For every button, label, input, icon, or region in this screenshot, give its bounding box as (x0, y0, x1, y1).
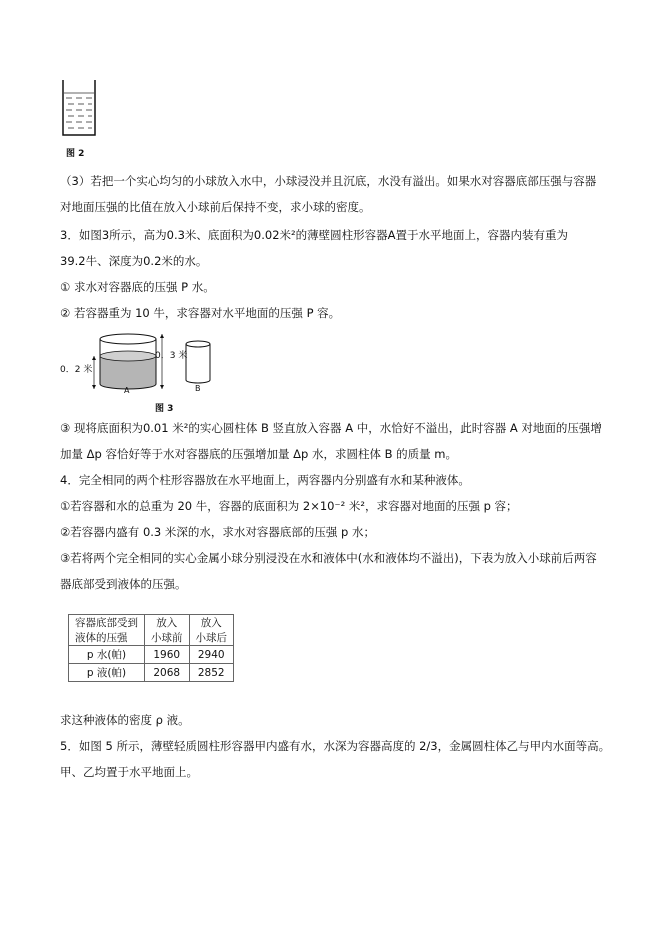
pressure-table (68, 614, 234, 682)
table-header-row (69, 615, 234, 646)
text-line-7: ③ 现将底面积为0.01 米²的实心圆柱体 B 竖直放入容器 A 中，水恰好不溢出，此时容器 A 对地面的压强增 (60, 421, 602, 435)
figure-2-diagram (58, 78, 100, 140)
table-header-cell (145, 615, 190, 646)
text-line-5: ① 求水对容器底的压强 P 水。 (60, 280, 215, 294)
text-line-15: 5．如图 5 所示，薄壁轻质圆柱形容器甲内盛有水，水深为容器高度的 2/3，金属圆柱体乙与甲内水面等高。 (60, 739, 611, 753)
text-line-13: 器底部受到液体的压强。 (60, 577, 187, 591)
text-line-8: 加量 Δp 容恰好等于水对容器底的压强增加量 Δp 水，求圆柱体 B 的质量 m。 (60, 447, 458, 461)
table-cell: 2852 (189, 664, 234, 682)
text-line-6: ② 若容器重为 10 牛，求容器对水平地面的压强 P 容。 (60, 306, 341, 320)
table-cell: 2940 (189, 646, 234, 664)
table-row (69, 664, 234, 682)
table-header-text: 小球前 (151, 632, 183, 644)
table-header-text: 放入 (200, 617, 222, 629)
table-cell: 1960 (145, 646, 190, 664)
table-row (69, 646, 234, 664)
text-line-1: （3）若把一个实心均匀的小球放入水中，小球浸没并且沉底，水没有溢出。如果水对容器底部压强与容器 (60, 174, 597, 188)
text-line-11: ②若容器内盛有 0.3 米深的水，求水对容器底部的压强 p 水； (60, 525, 376, 539)
table-header-text: 容器底部受到 (75, 617, 138, 629)
table-header-text: 液体的压强 (75, 632, 128, 644)
text-line-4: 39.2牛、深度为0.2米的水。 (60, 254, 208, 268)
table-header-text: 小球后 (195, 632, 227, 644)
text-line-2: 对地面压强的比值在放入小球前后保持不变，求小球的密度。 (60, 200, 371, 214)
text-line-9: 4．完全相同的两个柱形容器放在水平地面上，两容器内分别盛有水和某种液体。 (60, 473, 470, 487)
text-line-12: ③若将两个完全相同的实心金属小球分别浸没在水和液体中(水和液体均不溢出)，下表为放入小球前后两容 (60, 551, 597, 565)
table-header-text: 放入 (156, 617, 178, 629)
figure-3-label-0-3m: 0．3 米 (155, 351, 188, 361)
table-header-cell (69, 615, 145, 646)
table-cell: p 水(帕) (69, 646, 145, 664)
figure-3-label-a: A (124, 386, 130, 395)
figure-2-caption: 图 2 (66, 149, 85, 159)
figure-3-label-b: B (195, 384, 201, 393)
figure-3-label-0-2m: 0．2 米 (60, 365, 93, 375)
table-cell: 2068 (145, 664, 190, 682)
table-header-cell (189, 615, 234, 646)
text-line-10: ①若容器和水的总重为 20 牛，容器的底面积为 2×10⁻² 米²，求容器对地面的压强 p 容； (60, 499, 518, 513)
figure-3-caption: 图 3 (155, 404, 174, 414)
table-cell: p 液(帕) (69, 664, 145, 682)
text-line-16: 甲、乙均置于水平地面上。 (60, 765, 198, 779)
text-line-14: 求这种液体的密度 ρ 液。 (60, 713, 190, 727)
text-line-3: 3．如图3所示，高为0.3米、底面积为0.02米²的薄壁圆柱形容器A置于水平地面上，容器内装有重为 (60, 228, 568, 242)
